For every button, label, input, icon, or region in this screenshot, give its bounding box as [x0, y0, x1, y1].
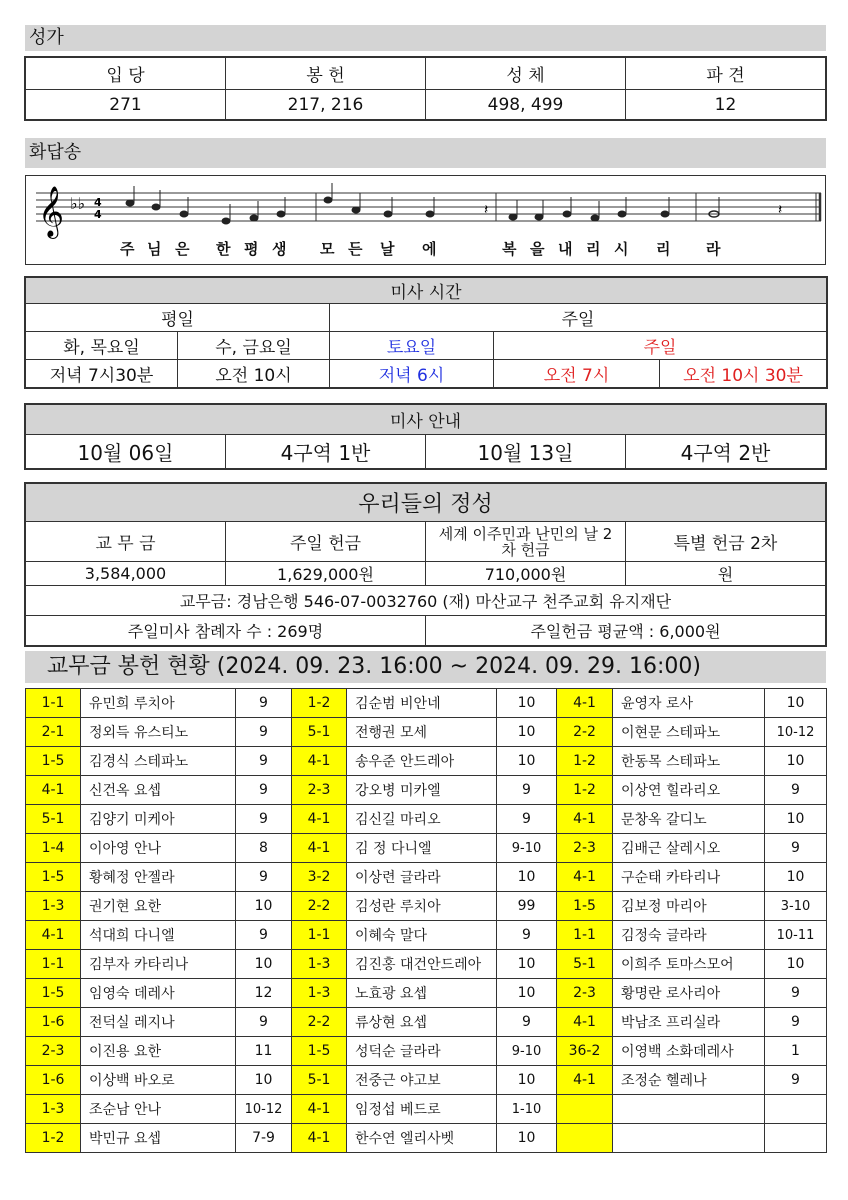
group-code: 4-1	[557, 1066, 613, 1095]
donation-months: 99	[497, 892, 557, 921]
group-code: 2-3	[26, 1037, 81, 1066]
donor-name: 이상련 글라라	[347, 863, 497, 892]
donor-name: 김성란 루치아	[347, 892, 497, 921]
table-row	[26, 776, 827, 805]
lyric-syllable: 라	[706, 240, 721, 258]
group-code: 4-1	[557, 805, 613, 834]
group-code: 2-2	[292, 1008, 347, 1037]
donor-name: 성덕순 글라라	[347, 1037, 497, 1066]
donation-months: 10	[497, 747, 557, 776]
hymn-section-title: 성가	[25, 25, 826, 51]
donation-months: 10	[497, 979, 557, 1008]
donation-months: 9	[765, 1066, 827, 1095]
lyric-syllable: 주	[120, 240, 135, 258]
donation-months: 9	[497, 805, 557, 834]
donor-name: 김진홍 대건안드레아	[347, 950, 497, 979]
donor-name: 한동목 스테파노	[613, 747, 765, 776]
lyric-syllable: 날	[380, 240, 395, 258]
group-code: 3-2	[292, 863, 347, 892]
donor-name: 이아영 안나	[81, 834, 236, 863]
donor-name: 김경식 스테파노	[81, 747, 236, 776]
donation-months: 3-10	[765, 892, 827, 921]
donation-months	[765, 1124, 827, 1153]
donor-name: 이영백 소화데레사	[613, 1037, 765, 1066]
donation-months: 9	[765, 979, 827, 1008]
group-code: 4-1	[557, 863, 613, 892]
donation-months: 9	[765, 1008, 827, 1037]
donation-months: 10	[765, 863, 827, 892]
group-code: 1-3	[26, 1095, 81, 1124]
donor-name: 김 정 다니엘	[347, 834, 497, 863]
group-code: 1-5	[26, 747, 81, 776]
group-code: 5-1	[557, 950, 613, 979]
donor-name: 박민규 요셉	[81, 1124, 236, 1153]
hymn-value-recessional: 12	[626, 90, 826, 120]
lyric-syllable: 리	[656, 240, 671, 258]
donor-name: 문창옥 갈디노	[613, 805, 765, 834]
group-code: 4-1	[292, 805, 347, 834]
donation-months: 10-12	[765, 718, 827, 747]
donation-months: 10	[765, 805, 827, 834]
hymn-header-recessional: 파 견	[626, 58, 826, 90]
hymn-header-offertory: 봉 헌	[226, 58, 426, 90]
lyric-syllable: 님	[147, 240, 162, 258]
table-row	[26, 863, 827, 892]
group-code: 2-1	[26, 718, 81, 747]
lyric-syllable: 을	[530, 240, 545, 258]
group-code: 1-5	[557, 892, 613, 921]
donation-months: 10	[236, 950, 292, 979]
donor-name: 강오병 미카엘	[347, 776, 497, 805]
donation-months: 9	[236, 718, 292, 747]
day-wed-fri: 수, 금요일	[178, 332, 330, 360]
group-code: 1-3	[26, 892, 81, 921]
donation-months: 9	[236, 921, 292, 950]
donor-name: 김양기 미케아	[81, 805, 236, 834]
lyric-syllable: 생	[272, 240, 287, 258]
donation-months: 9	[236, 747, 292, 776]
donor-name: 이희주 토마스모어	[613, 950, 765, 979]
group-code: 1-3	[292, 979, 347, 1008]
account-info: 교무금: 경남은행 546-07-0032760 (재) 마산교구 천주교회 유지재단	[26, 586, 826, 616]
group-code	[557, 1124, 613, 1153]
group-code: 2-3	[557, 979, 613, 1008]
donation-months: 9	[497, 921, 557, 950]
group-code: 4-1	[292, 747, 347, 776]
group-code: 1-2	[557, 747, 613, 776]
offering-value-sunday: 1,629,000원	[226, 562, 426, 586]
guide-group-1: 4구역 1반	[226, 435, 426, 469]
lyric-syllable: 평	[244, 240, 259, 258]
donor-name: 이현문 스테파노	[613, 718, 765, 747]
day-sunday: 주일	[494, 332, 827, 360]
group-code: 4-1	[26, 776, 81, 805]
donation-months: 11	[236, 1037, 292, 1066]
group-code: 2-2	[292, 892, 347, 921]
table-row	[26, 979, 827, 1008]
table-row	[26, 1066, 827, 1095]
svg-text:♭♭: ♭♭	[70, 194, 86, 213]
time-tue-thu: 저녁 7시30분	[26, 360, 178, 388]
donor-name: 김배근 살레시오	[613, 834, 765, 863]
donor-name: 임영숙 데레사	[81, 979, 236, 1008]
table-row	[26, 689, 827, 718]
hymn-value-entrance: 271	[26, 90, 226, 120]
donation-months: 1	[765, 1037, 827, 1066]
lyric-syllable: 은	[175, 240, 190, 258]
time-sunday-morning: 오전 7시	[494, 360, 660, 388]
donation-months: 10	[497, 950, 557, 979]
donor-name: 구순태 카타리나	[613, 863, 765, 892]
group-code: 1-2	[26, 1124, 81, 1153]
donation-months: 10	[236, 892, 292, 921]
donation-months: 1-10	[497, 1095, 557, 1124]
offering-header-sunday: 주일 헌금	[226, 522, 426, 562]
hymn-header-communion: 성 체	[426, 58, 626, 90]
lyric-syllable: 모	[320, 240, 335, 258]
donor-name: 김순범 비안네	[347, 689, 497, 718]
donation-months: 10	[497, 1124, 557, 1153]
donor-name: 신건옥 요셉	[81, 776, 236, 805]
group-code: 4-1	[292, 1095, 347, 1124]
group-code: 4-1	[557, 689, 613, 718]
offering-value-special: 원	[626, 562, 826, 586]
psalm-score	[25, 175, 826, 265]
time-sunday-late: 오전 10시 30분	[660, 360, 827, 388]
donation-months: 10	[497, 1066, 557, 1095]
offering-table	[25, 483, 826, 646]
average-offering: 주일헌금 평균액 : 6,000원	[426, 616, 826, 646]
table-row	[26, 950, 827, 979]
group-code: 1-5	[292, 1037, 347, 1066]
donation-months: 10-12	[236, 1095, 292, 1124]
group-code: 4-1	[557, 1008, 613, 1037]
lyric-syllable: 시	[614, 240, 629, 258]
svg-text:𝄞: 𝄞	[38, 186, 65, 237]
donation-months: 7-9	[236, 1124, 292, 1153]
svg-text:𝄽: 𝄽	[778, 202, 783, 218]
donation-months: 9	[236, 863, 292, 892]
offering-value-migrant: 710,000원	[426, 562, 626, 586]
donor-name: 류상현 요셉	[347, 1008, 497, 1037]
table-row	[26, 1037, 827, 1066]
hymn-value-offertory: 217, 216	[226, 90, 426, 120]
table-row	[26, 805, 827, 834]
donor-name	[613, 1124, 765, 1153]
hymn-value-communion: 498, 499	[426, 90, 626, 120]
donation-months	[765, 1095, 827, 1124]
donation-months: 10	[765, 689, 827, 718]
offering-header-dues: 교 무 금	[26, 522, 226, 562]
donor-name: 정외득 유스티노	[81, 718, 236, 747]
group-code: 2-3	[557, 834, 613, 863]
donor-name: 김정숙 글라라	[613, 921, 765, 950]
group-code: 1-5	[26, 979, 81, 1008]
donor-name: 권기현 요한	[81, 892, 236, 921]
group-code: 1-6	[26, 1008, 81, 1037]
group-code: 1-2	[557, 776, 613, 805]
donor-name: 김신길 마리오	[347, 805, 497, 834]
group-code: 1-2	[292, 689, 347, 718]
guide-group-2: 4구역 2반	[626, 435, 826, 469]
donation-months: 9-10	[497, 834, 557, 863]
table-row	[26, 1124, 827, 1153]
group-code: 1-1	[26, 689, 81, 718]
sunday-label: 주일	[330, 304, 827, 332]
donation-months: 12	[236, 979, 292, 1008]
group-code: 5-1	[292, 1066, 347, 1095]
group-code	[557, 1095, 613, 1124]
donation-months: 9	[236, 689, 292, 718]
donation-months: 10	[236, 1066, 292, 1095]
donor-name: 황명란 로사리아	[613, 979, 765, 1008]
group-code: 1-1	[26, 950, 81, 979]
group-code: 1-1	[557, 921, 613, 950]
donor-name: 김보정 마리아	[613, 892, 765, 921]
donor-name: 박남조 프리실라	[613, 1008, 765, 1037]
group-code: 1-5	[26, 863, 81, 892]
donor-name: 윤영자 로사	[613, 689, 765, 718]
lyric-syllable: 에	[422, 240, 437, 258]
donation-months: 9	[236, 1008, 292, 1037]
day-saturday: 토요일	[330, 332, 494, 360]
donor-name: 석대희 다니엘	[81, 921, 236, 950]
table-row	[26, 1008, 827, 1037]
group-code: 1-6	[26, 1066, 81, 1095]
weekday-label: 평일	[26, 304, 330, 332]
time-saturday: 저녁 6시	[330, 360, 494, 388]
offering-value-dues: 3,584,000	[26, 562, 226, 586]
donation-months: 9	[497, 1008, 557, 1037]
donation-status-title: 교무금 봉헌 현황 (2024. 09. 23. 16:00 ~ 2024. 09. 29. 16:00)	[25, 651, 826, 683]
donation-months: 9	[236, 776, 292, 805]
donation-months: 10-11	[765, 921, 827, 950]
donor-name: 전덕실 레지나	[81, 1008, 236, 1037]
svg-text:4: 4	[94, 196, 102, 209]
donor-name: 임정섭 베드로	[347, 1095, 497, 1124]
donor-name: 이상연 힐라리오	[613, 776, 765, 805]
group-code: 4-1	[292, 1124, 347, 1153]
offering-header-migrant: 세계 이주민과 난민의 날 2차 헌금	[426, 522, 626, 562]
donation-table	[25, 688, 827, 1153]
lyric-syllable: 내	[558, 240, 573, 258]
donor-name: 전중근 야고보	[347, 1066, 497, 1095]
donation-months: 9	[236, 805, 292, 834]
donation-months: 10	[765, 747, 827, 776]
donor-name	[613, 1095, 765, 1124]
donation-months: 9	[765, 834, 827, 863]
table-row	[26, 892, 827, 921]
table-row	[26, 834, 827, 863]
donor-name: 황혜정 안젤라	[81, 863, 236, 892]
hymn-table	[25, 57, 826, 120]
donor-name: 조순남 안나	[81, 1095, 236, 1124]
donation-months: 10	[497, 863, 557, 892]
donor-name: 노효광 요셉	[347, 979, 497, 1008]
donor-name: 이혜숙 말다	[347, 921, 497, 950]
lyric-syllable: 든	[348, 240, 363, 258]
lyric-syllable: 리	[586, 240, 601, 258]
mass-time-table	[25, 277, 827, 388]
psalm-section-title: 화답송	[25, 138, 826, 168]
group-code: 5-1	[292, 718, 347, 747]
donation-months: 9-10	[497, 1037, 557, 1066]
lyric-syllable: 한	[216, 240, 231, 258]
donor-name: 조정순 헬레나	[613, 1066, 765, 1095]
donor-name: 이상백 바오로	[81, 1066, 236, 1095]
group-code: 1-1	[292, 921, 347, 950]
table-row	[26, 921, 827, 950]
offering-header-special: 특별 헌금 2차	[626, 522, 826, 562]
guide-date-2: 10월 13일	[426, 435, 626, 469]
group-code: 4-1	[292, 834, 347, 863]
hymn-header-entrance: 입 당	[26, 58, 226, 90]
group-code: 5-1	[26, 805, 81, 834]
mass-guide-title: 미사 안내	[26, 405, 826, 435]
day-tue-thu: 화, 목요일	[26, 332, 178, 360]
donor-name: 한수연 엘리사벳	[347, 1124, 497, 1153]
mass-guide-table	[25, 404, 826, 469]
donation-months: 8	[236, 834, 292, 863]
donor-name: 전행권 모세	[347, 718, 497, 747]
group-code: 4-1	[26, 921, 81, 950]
group-code: 36-2	[557, 1037, 613, 1066]
offering-title: 우리들의 정성	[26, 484, 826, 522]
donation-months: 9	[497, 776, 557, 805]
guide-date-1: 10월 06일	[26, 435, 226, 469]
lyric-syllable: 복	[502, 240, 517, 258]
group-code: 1-3	[292, 950, 347, 979]
mass-time-title: 미사 시간	[26, 278, 827, 304]
svg-text:𝄽: 𝄽	[484, 202, 489, 218]
table-row	[26, 1095, 827, 1124]
donor-name: 유민희 루치아	[81, 689, 236, 718]
table-row	[26, 718, 827, 747]
donation-months: 9	[765, 776, 827, 805]
svg-text:4: 4	[94, 208, 102, 221]
donation-months: 10	[497, 718, 557, 747]
group-code: 1-4	[26, 834, 81, 863]
time-wed-fri: 오전 10시	[178, 360, 330, 388]
group-code: 2-2	[557, 718, 613, 747]
group-code: 2-3	[292, 776, 347, 805]
donor-name: 송우준 안드레아	[347, 747, 497, 776]
table-row	[26, 747, 827, 776]
attendance-count: 주일미사 참례자 수 : 269명	[26, 616, 426, 646]
donor-name: 김부자 카타리나	[81, 950, 236, 979]
donation-months: 10	[497, 689, 557, 718]
donation-months: 10	[765, 950, 827, 979]
donor-name: 이진용 요한	[81, 1037, 236, 1066]
